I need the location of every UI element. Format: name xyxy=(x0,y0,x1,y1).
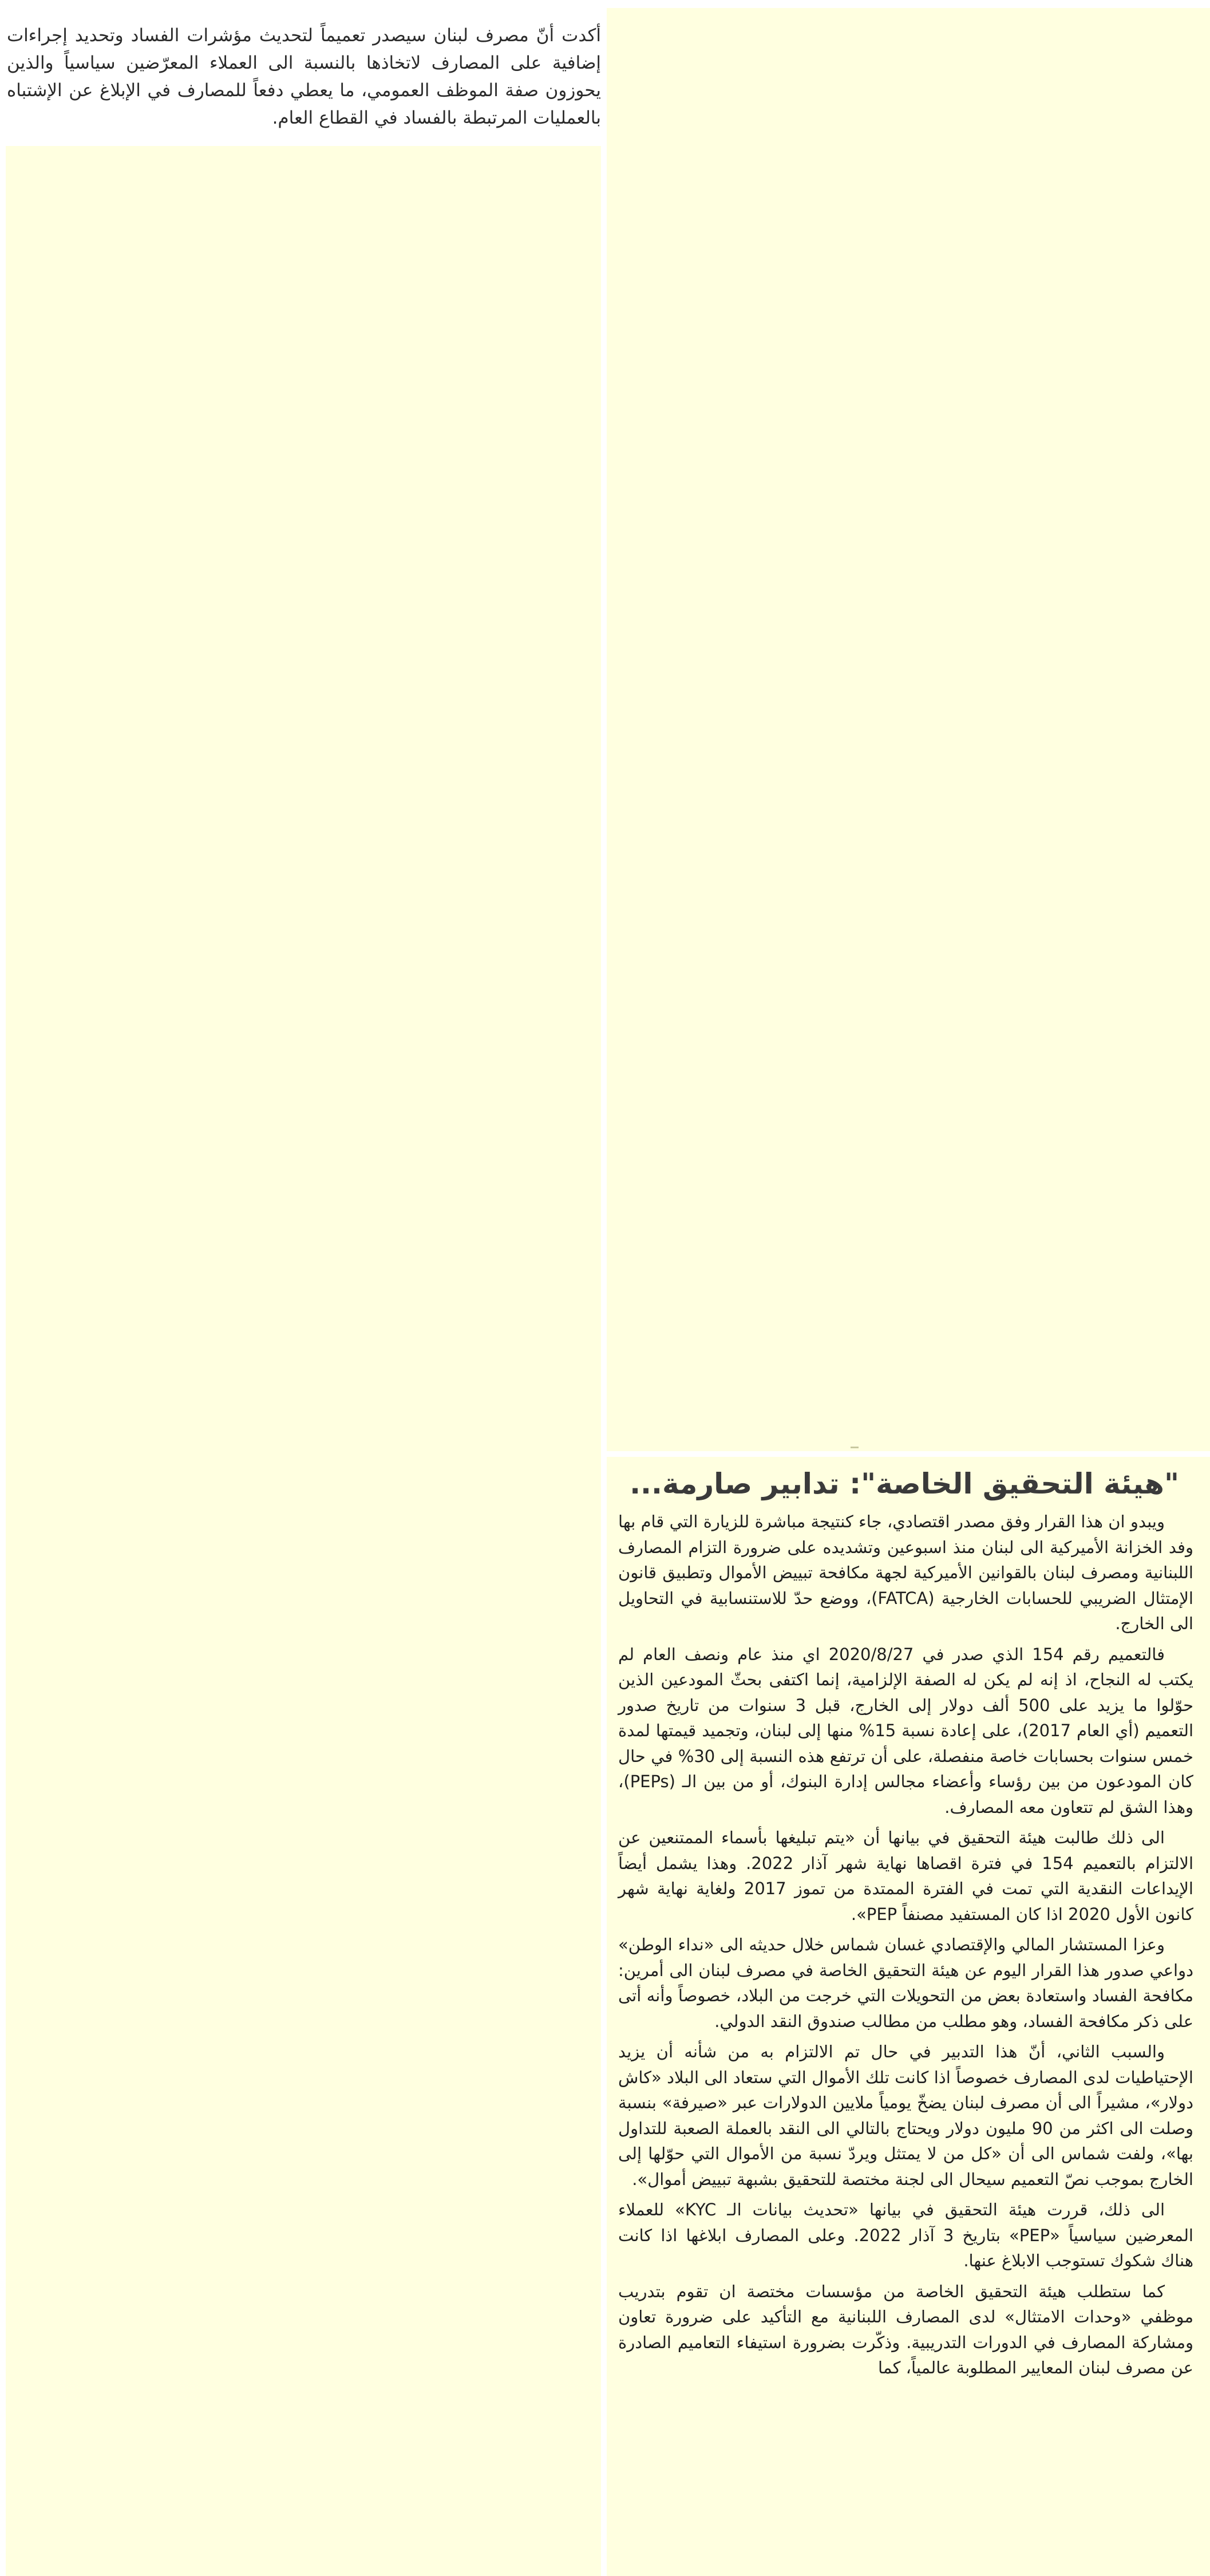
article-section xyxy=(618,1465,1193,2386)
left-column-panel xyxy=(6,146,601,2576)
article-paragraph: وعزا المستشار المالي والإقتصادي غسان شماس خلال حديثه الى «نداء الوطن» دواعي صدور هذا القرار اليوم عن هيئة التحقيق الخاصة في مصرف لبنان الى أمرين: مكافحة الفساد واستعادة بعض من التحويلات التي خرجت من البلاد، خصوصاً وأنه أتى على ذكر مكافحة الفساد، وهو مطلب من مطالب صندوق النقد الدولي. xyxy=(618,1935,1193,2031)
intro-paragraph: أكدت أنّ مصرف لبنان سيصدر تعميماً لتحديث مؤشرات الفساد وتحديد إجراءات إضافية على المصارف لاتخاذها بالنسبة الى العملاء المعرّضين سياسياً والذين يحوزون صفة الموظف العمومي، ما يعطي دفعاً للمصارف في الإبلاغ عن الإشتباه بالعمليات المرتبطة بالفساد في القطاع العام. xyxy=(7,25,601,128)
article-paragraph: فالتعميم رقم 154 الذي صدر في 2020/8/27 اي منذ عام ونصف العام لم يكتب له النجاح، اذ إنه لم يكن له الصفة الإلزامية، إنما اكتفى بحثّ المودعين الذين حوّلوا ما يزيد على 500 ألف دولار إلى الخارج، قبل 3 سنوات من تاريخ صدور التعميم (أي العام 2017)، على إعادة نسبة 15% منها إلى لبنان، وتجميد قيمتها لمدة خمس سنوات بحسابات خاصة منفصلة، على أن ترتفع هذه النسبة إلى 30% في حال كان المودعون من بين رؤساء وأعضاء مجالس إدارة البنوك، أو من بين الـ (PEPs)، وهذا الشق لم تتعاون معه المصارف. xyxy=(618,1644,1194,1817)
right-top-panel xyxy=(607,8,1210,1451)
article-paragraph: كما ستطلب هيئة التحقيق الخاصة من مؤسسات مختصة ان تقوم بتدريب موظفي «وحدات الامتثال» لدى المصارف اللبنانية مع التأكيد على ضرورة تعاون ومشاركة المصارف في الدورات التدريبية. وذكّرت بضرورة استيفاء التعاميم الصادرة عن مصرف لبنان المعايير المطلوبة عالمياً، كما xyxy=(618,2281,1193,2377)
article-paragraph: الى ذلك، قررت هيئة التحقيق في بيانها «تحديث بيانات الـ KYC» للعملاء المعرضين سياسياً «PEP» بتاريخ 3 آذار 2022. وعلى المصارف ابلاغها اذا كانت هناك شكوك تستوجب الابلاغ عنها. xyxy=(618,2200,1193,2270)
article-title: "هيئة التحقيق الخاصة": تدابير صارمة... xyxy=(630,1467,1179,1500)
intro-block xyxy=(7,22,601,132)
article-paragraph: الى ذلك طالبت هيئة التحقيق في بيانها أن «يتم تبليغها بأسماء الممتنعين عن الالتزام بالتعميم 154 في فترة اقصاها نهاية شهر آذار 2022. وهذا يشمل أيضاً الإيداعات النقدية التي تمت في الفترة الممتدة من تموز 2017 ولغاية نهاية شهر كانون الأول 2020 اذا كان المستفيد مصنفاً PEP». xyxy=(618,1828,1194,1924)
article-paragraph: ويبدو ان هذا القرار وفق مصدر اقتصادي، جاء كنتيجة مباشرة للزيارة التي قام بها وفد الخزانة الأميركية الى لبنان منذ اسبوعين وتشديده على ضرورة التزام المصارف اللبنانية ومصرف لبنان بالقوانين الأميركية لجهة مكافحة تبييض الأموال وتطبيق قانون الإمتثال الضريبي للحسابات الخارجية (FATCA)، ووضع حدّ للاستنسابية في التحاويل الى الخارج. xyxy=(618,1512,1193,1633)
article-paragraph: والسبب الثاني، أنّ هذا التدبير في حال تم الالتزام به من شأنه أن يزيد الإحتياطيات لدى المصارف خصوصاً اذا كانت تلك الأموال التي ستعاد الى البلاد «كاش دولار»، مشيراً الى أن مصرف لبنان يضخّ يومياً ملايين الدولارات عبر «صيرفة» بنسبة وصلت الى اكثر من 90 مليون دولار ويحتاج بالتالي الى النقد بالعملة الصعبة للتداول بها»، ولفت شماس الى أن «كل من لا يمتثل ويردّ نسبة من الأموال التي حوّلها إلى الخارج بموجب نصّ التعميم سيحال الى لجنة مختصة للتحقيق بشبهة تبييض أموال». xyxy=(618,2042,1193,2189)
column-divider-mark xyxy=(851,1447,859,1448)
